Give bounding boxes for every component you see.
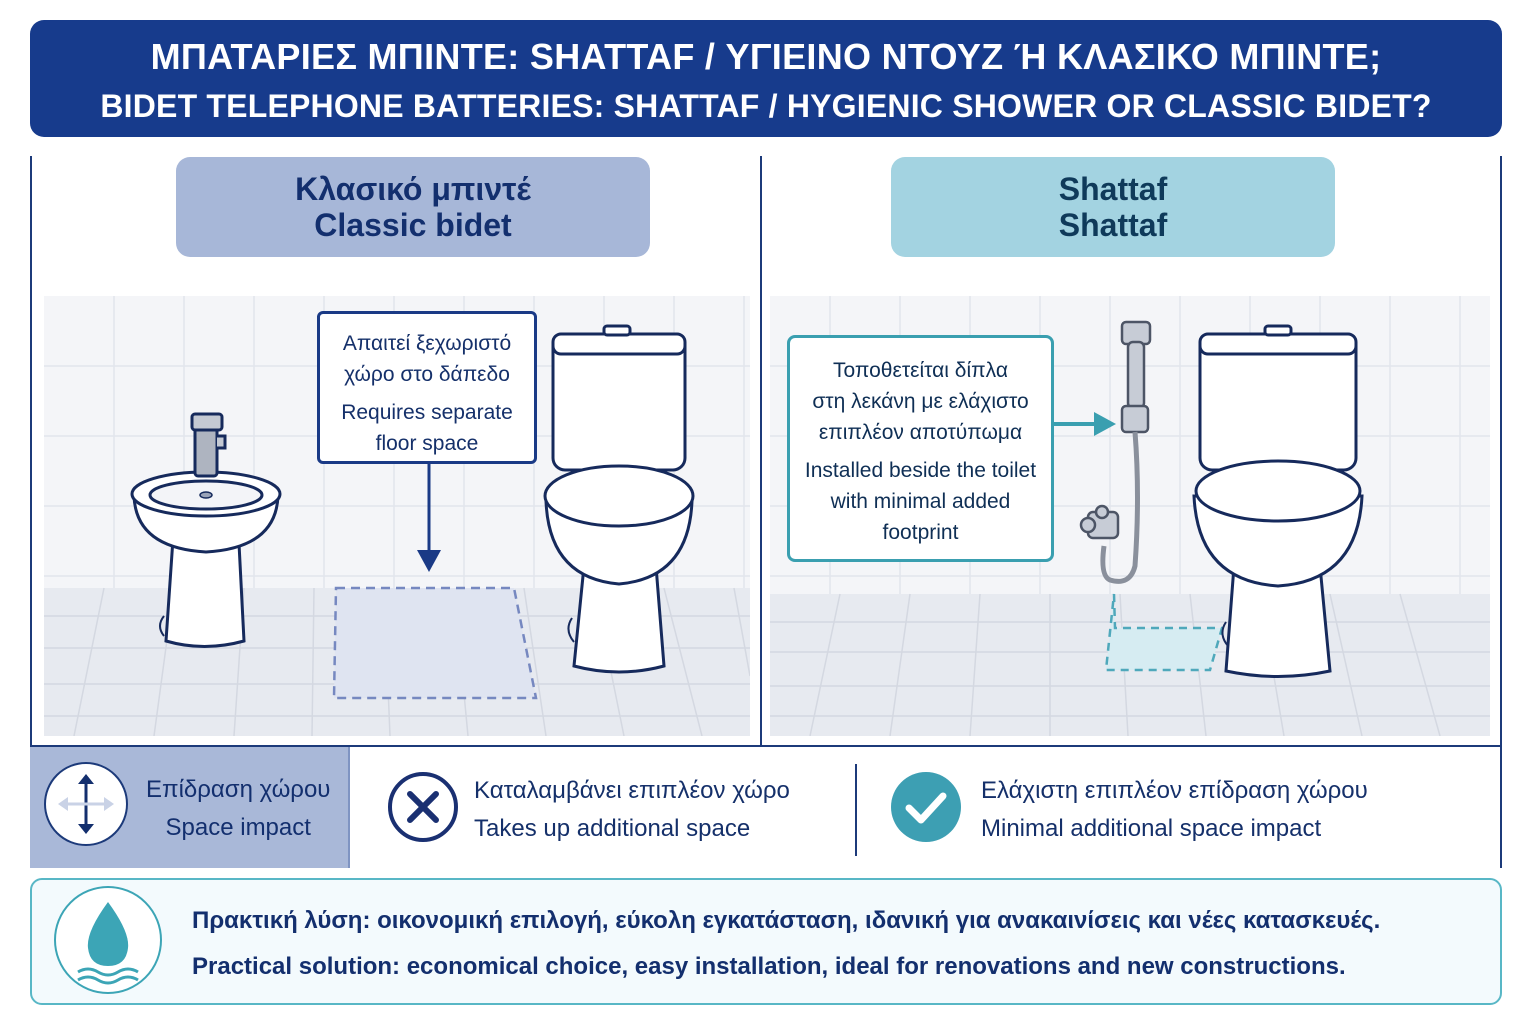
space-impact-label-cell [30,747,350,868]
shattaf-callout-greek-1: Τοποθετείται δίπλα [833,359,1008,382]
shattaf-callout-english-3: footprint [882,521,959,544]
down-arrow-icon [412,464,446,576]
shattaf-installation-callout [787,335,1054,562]
classic-heading-english: Classic bidet [314,207,512,243]
shattaf-heading-english: Shattaf [1058,207,1168,243]
shattaf-callout-greek-3: επιπλέον αποτύπωμα [818,421,1023,444]
center-divider [760,156,762,746]
title-banner [30,20,1502,137]
classic-impact-greek: Καταλαμβάνει επιπλέον χώρο [474,777,790,804]
classic-callout-greek-1: Απαιτεί ξεχωριστό [342,332,512,355]
shattaf-callout-greek-2: στη λεκάνη με ελάχιστο [812,390,1029,413]
x-circle-icon [386,770,460,844]
water-drop-icon [54,886,162,994]
classic-callout-greek-2: χώρο στο δάπεδο [344,363,510,386]
comparison-mid-divider [855,764,857,856]
shattaf-callout-english-1: Installed beside the toilet [804,459,1037,482]
right-arrow-icon [1054,408,1118,440]
space-impact-greek: Επίδραση χώρου [146,776,331,803]
classic-callout-english-2: floor space [375,432,479,455]
classic-callout-english-1: Requires separate [341,401,513,424]
vertical-arrows-icon [44,762,128,846]
shattaf-heading [891,157,1335,257]
title-greek: ΜΠΑΤΑΡΙΕΣ ΜΠΙΝΤΕ: SHATTAF / ΥΓΙΕΙΝΟ ΝΤΟΥΖ Ή ΚΛΑΣΙΚΟ ΜΠΙΝΤΕ; [150,36,1382,77]
shattaf-impact-greek: Ελάχιστη επιπλέον επίδραση χώρου [981,777,1368,804]
classic-heading-greek: Κλασικό μπιντέ [295,171,531,207]
practical-greek: Πρακτική λύση: οικονομική επιλογή, εύκολη εγκατάσταση, ιδανική για ανακαινίσεις και νέες κατασκευές. [192,907,1381,934]
space-impact-english: Space impact [165,814,311,841]
floor-space-area [334,588,536,698]
shattaf-callout-english-2: with minimal added [830,490,1011,513]
classic-floor-space-callout [317,311,537,464]
check-circle-icon [889,770,963,844]
title-english: BIDET TELEPHONE BATTERIES: SHATTAF / HYGIENIC SHOWER OR CLASSIC BIDET? [100,88,1432,124]
shattaf-space-impact [981,772,1368,848]
classic-space-impact [474,772,790,848]
practical-english: Practical solution: economical choice, easy installation, ideal for renovations and new constructions. [192,953,1346,980]
classic-impact-english: Takes up additional space [474,815,751,842]
classic-bidet-heading [176,157,650,257]
practical-solution-box [30,878,1502,1005]
shattaf-heading-greek: Shattaf [1058,171,1168,207]
shattaf-impact-english: Minimal additional space impact [981,815,1322,842]
